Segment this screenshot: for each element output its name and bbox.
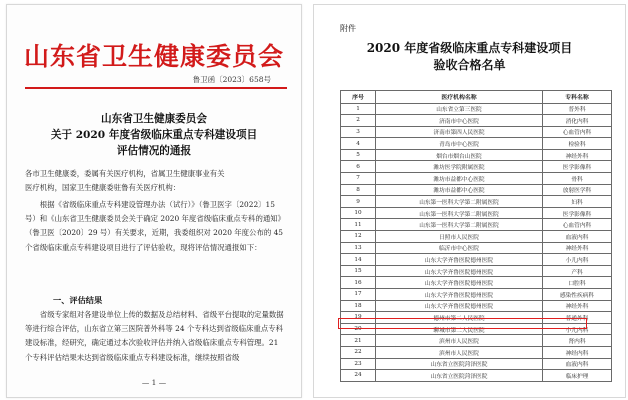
salutation-line: 医疗机构，国家卫生健康委驻鲁有关医疗机构：	[25, 183, 181, 193]
notice-title-line: 山东省卫生健康委员会	[101, 113, 207, 125]
table-cell-hospital: 山东大学齐鲁医院德州医院	[376, 289, 543, 301]
table-cell-no: 6	[341, 161, 376, 173]
table-cell-specialty: 神经外科	[543, 242, 612, 254]
table-row	[341, 300, 612, 312]
table-cell-specialty: 口腔科	[543, 277, 612, 289]
attachment-page	[313, 4, 626, 398]
table-cell-no: 20	[341, 323, 376, 335]
table-cell-hospital: 济南市第四人民医院	[376, 126, 543, 138]
table-row	[341, 173, 612, 185]
table-body	[341, 103, 612, 381]
table-cell-hospital: 山东第一医科大学第二附属医院	[376, 219, 543, 231]
table-cell-no: 13	[341, 242, 376, 254]
table-row	[341, 358, 612, 370]
table-cell-specialty: 医学影像科	[543, 161, 612, 173]
table-cell-hospital: 山东省立医院菏泽医院	[376, 370, 543, 382]
table-cell-hospital: 山东大学齐鲁医院德州医院	[376, 300, 543, 312]
table-cell-no: 7	[341, 173, 376, 185]
table-row	[341, 138, 612, 150]
table-row	[341, 254, 612, 266]
table-cell-specialty: 心血管内科	[543, 219, 612, 231]
table-cell-hospital: 山东大学齐鲁医院德州医院	[376, 265, 543, 277]
table-cell-hospital: 德州市第二人民医院	[376, 312, 543, 324]
table-cell-hospital: 滨州市人民医院	[376, 335, 543, 347]
result-paragraph: 省级专家组对各建设单位上传的数据及总结材料、省级平台提取的定量数据等进行综合评估，山东省立第三医院普外科等 24 个专科达到省级临床重点专科建设标准，经研究，确定通过本次验收评估并纳入省级临床重点专科管理。21 个专科评估结果未达到省级临床重点专科建设标准，继续按照省级	[25, 310, 284, 362]
table-cell-specialty: 心血管内科	[543, 126, 612, 138]
table-cell-specialty: 神经内科	[543, 346, 612, 358]
table-cell-specialty: 神经外科	[543, 300, 612, 312]
table-cell-no: 15	[341, 265, 376, 277]
table-row	[341, 370, 612, 382]
table-row	[341, 103, 612, 115]
table-cell-hospital: 潍坊市益都中心医院	[376, 184, 543, 196]
column-header-number: 序号	[341, 91, 376, 104]
table-cell-specialty: 产科	[543, 265, 612, 277]
table-cell-no: 12	[341, 231, 376, 243]
table-cell-specialty: 血液内科	[543, 231, 612, 243]
table-row	[341, 265, 612, 277]
table-cell-no: 23	[341, 358, 376, 370]
table-cell-hospital: 潍坊医学院附属医院	[376, 161, 543, 173]
table-cell-no: 5	[341, 149, 376, 161]
table-cell-hospital: 潍坊市益都中心医院	[376, 173, 543, 185]
notice-title-line: 评估情况的通报	[116, 145, 192, 157]
table-row	[341, 196, 612, 208]
table-cell-hospital: 济南市中心医院	[376, 115, 543, 127]
table-cell-specialty: 检验科	[543, 138, 612, 150]
table-cell-no: 1	[341, 103, 376, 115]
table-row	[341, 115, 612, 127]
table-cell-no: 24	[341, 370, 376, 382]
list-title-line1: 2020 年度省级临床重点专科建设项目	[366, 41, 573, 55]
salutation	[25, 167, 287, 195]
table-cell-no: 16	[341, 277, 376, 289]
table-cell-hospital: 山东第一医科大学第二附属医院	[376, 207, 543, 219]
table-cell-no: 2	[341, 115, 376, 127]
table-cell-no: 14	[341, 254, 376, 266]
table-row	[341, 242, 612, 254]
table-cell-specialty: 放射医学科	[543, 184, 612, 196]
table-header-row	[341, 91, 612, 104]
table-row	[341, 219, 612, 231]
table-cell-specialty: 血液内科	[543, 358, 612, 370]
table-cell-hospital: 临沂市中心医院	[376, 242, 543, 254]
table-row	[341, 231, 612, 243]
table-cell-no: 10	[341, 207, 376, 219]
table-cell-no: 21	[341, 335, 376, 347]
salutation-line: 各市卫生健康委，委属有关医疗机构，省属卫生健康事业有关	[25, 169, 225, 178]
table-cell-hospital: 青岛市中心医院	[376, 138, 543, 150]
table-cell-no: 22	[341, 346, 376, 358]
notice-document-page	[6, 4, 302, 398]
red-divider	[25, 87, 287, 89]
table-cell-hospital: 山东大学齐鲁医院德州医院	[376, 254, 543, 266]
document-number: 鲁卫函〔2023〕658号	[192, 75, 271, 84]
qualified-list-table	[340, 90, 612, 382]
table-cell-specialty: 神经外科	[543, 149, 612, 161]
table-cell-specialty: 肾内科	[543, 335, 612, 347]
table-cell-no: 4	[341, 138, 376, 150]
table-cell-specialty: 妇科	[543, 196, 612, 208]
table-cell-hospital: 山东省立医院菏泽医院	[376, 358, 543, 370]
table-row	[341, 335, 612, 347]
table-row	[341, 289, 612, 301]
attachment-label: 附件	[340, 24, 356, 33]
table-cell-hospital: 山东第一医科大学第二附属医院	[376, 196, 543, 208]
list-title-line2: 验收合格名单	[433, 58, 506, 72]
table-row	[341, 149, 612, 161]
table-cell-no: 18	[341, 300, 376, 312]
table-cell-hospital: 山东大学齐鲁医院德州医院	[376, 277, 543, 289]
table-cell-no: 3	[341, 126, 376, 138]
body-paragraph: 根据《省级临床重点专科建设管理办法（试行）》（鲁卫医字〔2022〕15 号）和《山东省卫生健康委员会关于确定 2020 年度省级临床重点专科的通知》（鲁卫医〔2020〕29 号）有关要求，近期，我委组织对 2020 年度公布的 45 个省级临床重点专科建设项目进行了评估验收，现将评估情况通报如下：	[25, 200, 286, 252]
section-heading: 一、评估结果	[53, 295, 103, 305]
table-cell-specialty: 消化内科	[543, 115, 612, 127]
table-cell-hospital: 日照市人民医院	[376, 231, 543, 243]
notice-title-line: 关于 2020 年度省级临床重点专科建设项目	[50, 129, 258, 141]
table-cell-no: 9	[341, 196, 376, 208]
table-cell-specialty: 小儿内科	[543, 254, 612, 266]
table-row	[341, 207, 612, 219]
column-header-specialty: 专科名称	[543, 91, 612, 104]
table-cell-specialty: 临床护理	[543, 370, 612, 382]
table-row	[341, 277, 612, 289]
table-cell-hospital: 聊城市第二人民医院	[376, 323, 543, 335]
table-cell-hospital: 烟台市烟台山医院	[376, 149, 543, 161]
table-cell-no: 19	[341, 312, 376, 324]
table-row	[341, 126, 612, 138]
table-cell-no: 8	[341, 184, 376, 196]
table-row	[341, 184, 612, 196]
highlight-box	[338, 318, 587, 329]
table-cell-specialty: 小儿内科	[543, 323, 612, 335]
issuer-header: 山东省卫生健康委员会	[23, 42, 284, 71]
table-cell-hospital: 滨州市人民医院	[376, 346, 543, 358]
table-row	[341, 161, 612, 173]
table-cell-hospital: 山东省立第三医院	[376, 103, 543, 115]
table-cell-no: 11	[341, 219, 376, 231]
table-cell-specialty: 普通外科	[543, 312, 612, 324]
table-row	[341, 346, 612, 358]
table-cell-no: 17	[341, 289, 376, 301]
notice-title	[7, 111, 301, 159]
table-cell-specialty: 骨科	[543, 173, 612, 185]
table-cell-specialty: 普外科	[543, 103, 612, 115]
page-number: — 1 —	[141, 378, 167, 387]
column-header-hospital: 医疗机构名称	[376, 91, 543, 104]
table-cell-specialty: 感染性疾病科	[543, 289, 612, 301]
table-cell-specialty: 医学影像科	[543, 207, 612, 219]
